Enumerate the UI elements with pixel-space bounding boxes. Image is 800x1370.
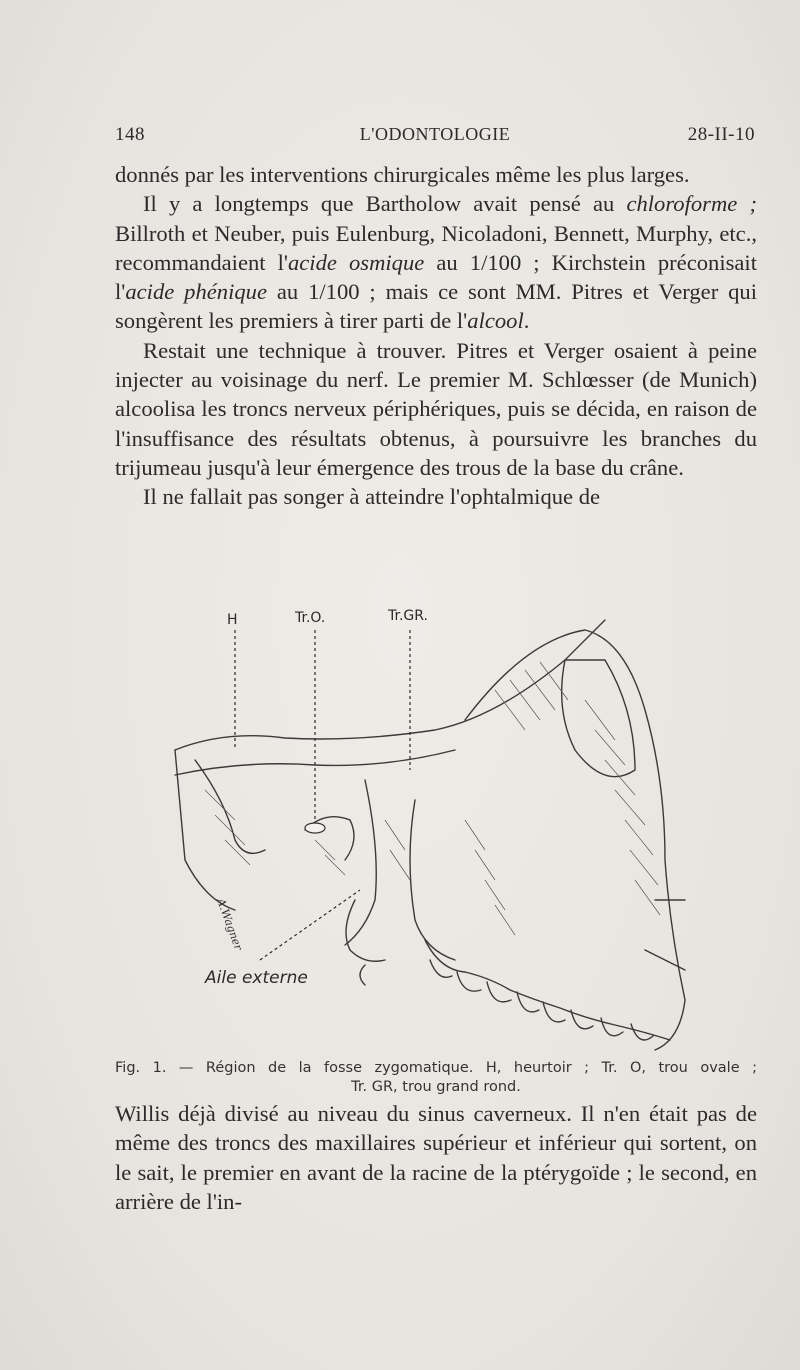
label-tr-gr: Tr.GR. xyxy=(388,608,428,624)
trou-ovale-marker xyxy=(305,823,325,833)
label-aile-externe: Aile externe xyxy=(205,968,308,988)
running-title: L'ODONTOLOGIE xyxy=(359,124,511,144)
paragraph-5: Willis déjà divisé au niveau du sinus caverneux. Il n'en était pas de même des troncs des maxillaires supérieur et inférieur qui sortent, on le sait, le premier en avant de la racine de la ptérygoïde ; le second, en arrière de l'in- xyxy=(115,1101,757,1214)
italic-chloroforme: chloroforme ; xyxy=(626,191,757,217)
text-run: Billroth et Neuber, puis Eulenburg, Nicoladoni, Bennett, Murphy, etc., recommandaient l' xyxy=(115,220,757,275)
italic-alcool: alcool xyxy=(467,308,524,334)
paragraph-4: Il ne fallait pas songer à atteindre l'ophtalmique de xyxy=(143,484,601,510)
running-header xyxy=(115,124,755,152)
paragraph-2 xyxy=(115,189,757,335)
body-text-bottom xyxy=(115,1099,757,1216)
leader-lines xyxy=(235,630,410,960)
paragraph-1: donnés par les interventions chirurgicales même les plus larges. xyxy=(115,162,690,187)
skull-figure xyxy=(165,600,705,1060)
italic-acide-osmique: acide osmique xyxy=(287,249,425,275)
label-tr-o: Tr.O. xyxy=(295,610,326,626)
figure-caption xyxy=(115,1059,757,1097)
caption-line-1: Fig. 1. — Région de la fosse zygomatique. H, heurtoir ; Tr. O, trou ovale ; xyxy=(115,1060,757,1076)
text-run: au 1/100 ; Kirchstein préconisait l' xyxy=(115,249,757,305)
skull-illustration xyxy=(165,600,705,1060)
text-run: Il y a longtemps que Bartholow avait pensé au xyxy=(143,191,627,217)
label-h: H xyxy=(227,612,238,628)
caption-line-2: Tr. GR, trou grand rond. xyxy=(351,1079,521,1095)
issue-date: 28-II-10 xyxy=(687,124,755,145)
text-run: au 1/100 ; mais ce sont MM. Pitres et Verger qui songèrent les premiers à tirer parti de l' xyxy=(115,279,757,334)
paragraph-3: Restait une technique à trouver. Pitres et Verger osaient à peine injecter au voisinage du nerf. Le premier M. Schlœsser (de Munich) alcoolisa les troncs nerveux périphériques, puis se décida, en raison de l'insuffisance des résultats obtenus, à poursuivre les branches du trijumeau jusqu'à leur émergence des trous de la base du crâne. xyxy=(115,337,757,480)
hatching xyxy=(205,662,660,935)
body-text-top xyxy=(115,160,757,512)
text-run: . xyxy=(523,308,530,334)
italic-acide-phenique: acide phénique xyxy=(125,279,267,305)
artist-signature: A.Wagner xyxy=(214,896,245,953)
page-number: 148 xyxy=(115,124,145,145)
